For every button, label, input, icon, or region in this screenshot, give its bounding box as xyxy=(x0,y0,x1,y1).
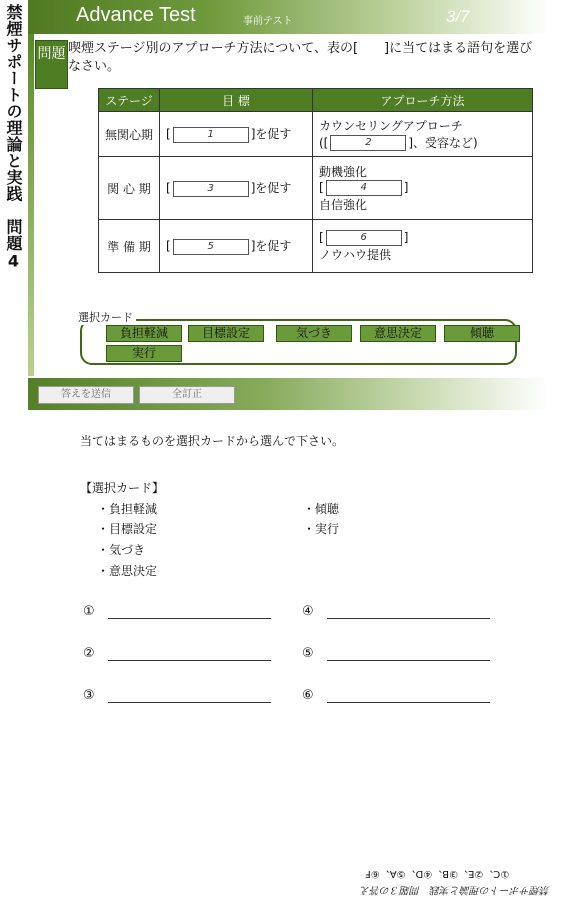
side-title: 禁煙サポートの理論と実践 問題4 xyxy=(4,4,23,271)
answer-line-6[interactable] xyxy=(327,702,490,703)
card-chip[interactable]: 実行 xyxy=(106,345,182,362)
approach-blank-line xyxy=(319,134,526,152)
stage-cell: 無関心期 xyxy=(99,112,160,157)
answer-label-1: ① xyxy=(83,604,95,619)
table-header-row xyxy=(99,89,533,112)
app-title: Advance Test xyxy=(76,4,196,26)
blank-box-1[interactable]: 1 xyxy=(173,127,249,143)
footer-answer-key: ①C、②E、③B、④D、⑤A、⑥F xyxy=(365,868,510,879)
answer-label-3: ③ xyxy=(83,688,95,703)
answer-line-4[interactable] xyxy=(327,618,490,619)
blank-box-5[interactable]: 5 xyxy=(173,239,249,255)
list-item: ・負担軽減 xyxy=(97,502,158,516)
question-badge-label: 問題 xyxy=(37,46,66,62)
goal-cell xyxy=(160,157,313,220)
table-row xyxy=(99,112,533,157)
footer-title: 禁煙サポートの理論と実践 問題３の答え xyxy=(360,884,550,895)
title-bar xyxy=(28,0,549,34)
card-chip[interactable]: 負担軽減 xyxy=(106,325,182,342)
approach-suffix: ] xyxy=(403,230,409,244)
card-chip[interactable]: 意思決定 xyxy=(360,325,436,342)
blank-box-2[interactable]: 2 xyxy=(330,135,406,151)
list-item: ・目標設定 xyxy=(97,522,158,536)
approach-suffix: ]、受容など) xyxy=(408,135,478,150)
approach-line: ノウハウ提供 xyxy=(319,247,392,262)
answer-label-4: ④ xyxy=(302,604,314,619)
goal-suffix: ]を促す xyxy=(250,239,292,254)
blank-box-6[interactable]: 6 xyxy=(326,230,402,246)
table-row xyxy=(99,220,533,273)
worksheet-instruction: 当てはまるものを選択カードから選んで下さい。 xyxy=(80,434,345,448)
list-item: ・傾聴 xyxy=(303,502,340,516)
selection-card-area xyxy=(78,313,515,365)
left-rail xyxy=(28,34,34,376)
approach-blank-line xyxy=(319,230,526,246)
list-item: ・意思決定 xyxy=(97,564,158,578)
header-goal: 目 標 xyxy=(160,89,313,112)
card-chip[interactable]: 傾聴 xyxy=(444,325,520,342)
goal-cell xyxy=(160,220,313,273)
goal-suffix: ]を促す xyxy=(250,127,292,142)
answer-line-3[interactable] xyxy=(108,702,271,703)
list-item: ・実行 xyxy=(303,522,340,536)
answer-line-2[interactable] xyxy=(108,660,271,661)
question-text xyxy=(68,40,538,76)
card-chip[interactable]: 気づき xyxy=(276,325,352,342)
header-stage: ステージ xyxy=(99,89,160,112)
answer-label-5: ⑤ xyxy=(302,646,314,661)
answer-label-6: ⑥ xyxy=(302,688,314,703)
bracket-open: [ xyxy=(166,239,171,254)
bottom-toolbar xyxy=(28,378,549,410)
bracket-open: [ xyxy=(166,127,171,142)
bracket-open: [ xyxy=(319,230,324,244)
list-item: ・気づき xyxy=(97,543,146,557)
approach-suffix: ] xyxy=(403,180,409,195)
answer-label-2: ② xyxy=(83,646,95,661)
approach-line: 自信強化 xyxy=(319,198,368,212)
header-approach: アプローチ方法 xyxy=(313,89,533,112)
blank-box-4[interactable]: 4 xyxy=(326,180,402,196)
approach-blank-line xyxy=(319,180,526,196)
approach-line: カウンセリングアプローチ xyxy=(319,118,463,133)
goal-cell xyxy=(160,112,313,157)
card-area-label: 選択カード xyxy=(78,309,136,325)
question-badge xyxy=(35,40,68,89)
approach-cell xyxy=(313,112,533,157)
approach-line: 動機強化 xyxy=(319,165,368,179)
test-window xyxy=(28,0,549,410)
table-row xyxy=(99,157,533,220)
bracket-open: ([ xyxy=(319,135,329,150)
approach-cell xyxy=(313,220,533,273)
submit-answer-button[interactable]: 答えを送信 xyxy=(38,386,134,404)
stage-cell: 関 心 期 xyxy=(99,157,160,220)
blank-box-3[interactable]: 3 xyxy=(173,181,249,197)
correct-all-button[interactable]: 全訂正 xyxy=(139,386,235,404)
stage-cell: 準 備 期 xyxy=(99,220,160,273)
answer-line-5[interactable] xyxy=(327,660,490,661)
question-text-content: 喫煙ステージ別のアプローチ方法について、表の[ ]に当てはまる語句を選びなさい。 xyxy=(68,41,533,74)
app-subtitle: 事前テスト xyxy=(243,16,293,27)
page-counter: 3/7 xyxy=(446,7,470,26)
card-chip[interactable]: 目標設定 xyxy=(188,325,264,342)
approach-cell xyxy=(313,157,533,220)
card-list-title: 【選択カード】 xyxy=(80,481,165,495)
bracket-open: [ xyxy=(166,181,171,196)
answer-line-1[interactable] xyxy=(108,618,271,619)
stage-approach-table xyxy=(98,88,533,273)
bracket-open: [ xyxy=(319,180,324,195)
goal-suffix: ]を促す xyxy=(250,181,292,196)
